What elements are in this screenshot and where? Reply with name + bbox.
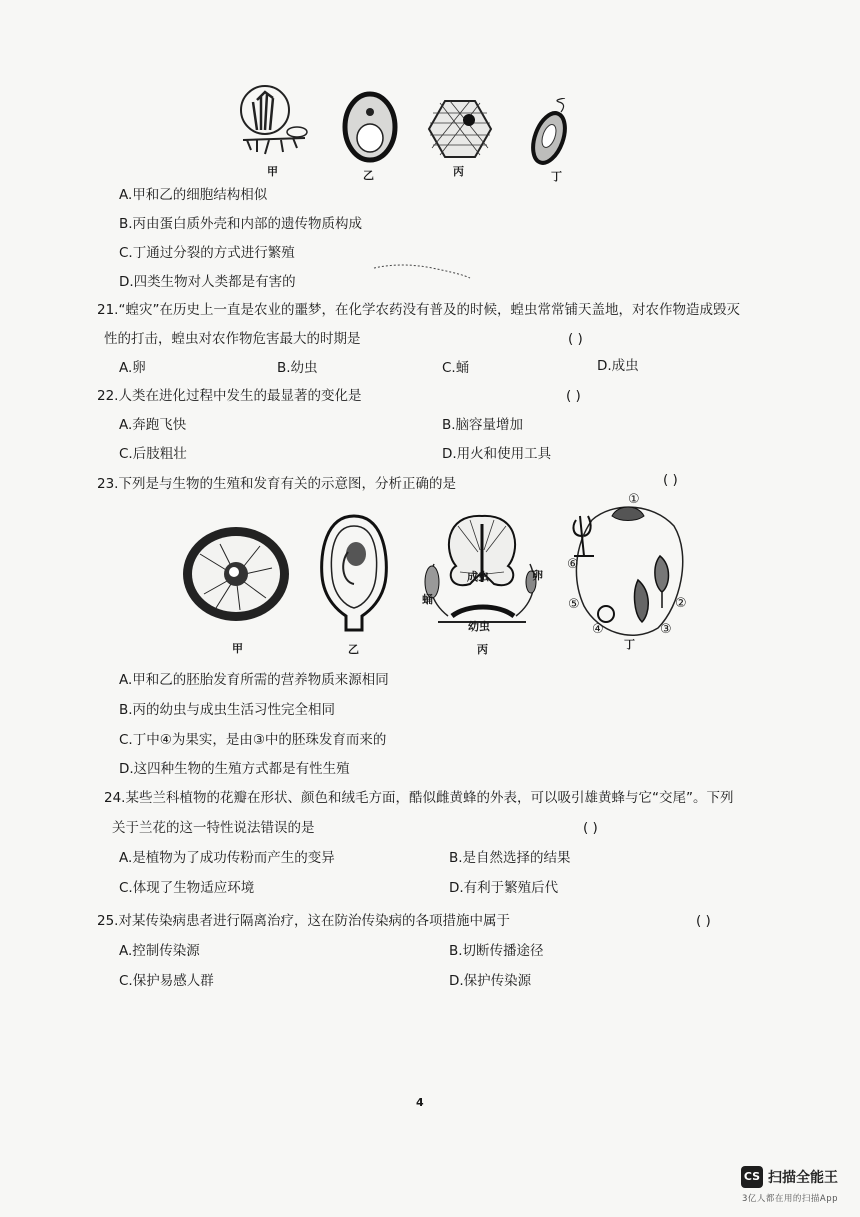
scanner-tagline: 3亿人都在用的扫描App — [742, 1194, 839, 1204]
q20-option-a: A.甲和乙的细胞结构相似 — [119, 187, 268, 203]
figure2-label-yi: 乙 — [348, 643, 359, 656]
q20-option-d: D.四类生物对人类都是有害的 — [119, 274, 296, 290]
plant-stage-1: ① — [628, 492, 640, 507]
scanner-app-name: 扫描全能王 — [768, 1170, 838, 1186]
q22-answer-bracket[interactable]: ( ) — [566, 388, 581, 404]
q20-option-b: B.丙由蛋白质外壳和内部的遗传物质构成 — [119, 216, 363, 232]
q24-option-b: B.是自然选择的结果 — [449, 850, 571, 866]
q23-answer-bracket[interactable]: ( ) — [663, 472, 678, 488]
q21-option-a: A.卵 — [119, 360, 146, 376]
bird-egg-figure — [180, 524, 292, 624]
seed-figure — [318, 512, 390, 632]
plant-stage-3: ③ — [660, 622, 672, 637]
q22-option-b: B.脑容量增加 — [442, 417, 524, 433]
q21-answer-bracket[interactable]: ( ) — [568, 331, 583, 347]
plant-stage-6: ⑥ — [567, 557, 579, 572]
figure-label-ding: 丁 — [551, 170, 562, 183]
q21-stem-line2: 性的打击，蝗虫对农作物危害最大的时期是 — [104, 331, 361, 347]
q24-option-d: D.有利于繁殖后代 — [449, 880, 559, 896]
plant-stage-2: ② — [675, 596, 687, 611]
bacterium-figure — [525, 98, 575, 168]
q25-stem: 25.对某传染病患者进行隔离治疗，这在防治传染病的各项措施中属于 — [97, 913, 510, 929]
q24-option-a: A.是植物为了成功传粉而产生的变异 — [119, 850, 335, 866]
q25-option-b: B.切断传播途径 — [449, 943, 544, 959]
q23-option-b: B.丙的幼虫与成虫生活习性完全相同 — [119, 702, 336, 718]
q23-option-d: D.这四种生物的生殖方式都是有性生殖 — [119, 761, 350, 777]
figure-label-bing: 丙 — [453, 165, 464, 178]
scanner-logo-icon: CS — [741, 1166, 763, 1188]
q21-option-b: B.幼虫 — [277, 360, 318, 376]
butterfly-label-pupa: 蛹 — [422, 593, 433, 606]
q21-stem-line1: 21.“蝗灾”在历史上一直是农业的噩梦，在化学农药没有普及的时候，蝗虫常常铺天盖地，对农作物造成毁灭 — [97, 302, 740, 318]
q22-stem: 22.人类在进化过程中发生的最显著的变化是 — [97, 388, 362, 404]
butterfly-label-larva: 幼虫 — [468, 620, 490, 633]
virus-figure — [425, 98, 495, 160]
q23-option-a: A.甲和乙的胚胎发育所需的营养物质来源相同 — [119, 672, 389, 688]
page-number: 4 — [416, 1096, 424, 1109]
q22-option-a: A.奔跑飞快 — [119, 417, 187, 433]
q21-option-c: C.蛹 — [442, 360, 470, 376]
q25-answer-bracket[interactable]: ( ) — [696, 913, 711, 929]
butterfly-label-adult: 成虫 — [467, 570, 489, 583]
figure2-label-ding: 丁 — [624, 638, 635, 651]
figure-label-yi: 乙 — [363, 169, 374, 182]
q21-option-d: D.成虫 — [597, 358, 639, 374]
plant-stage-4: ④ — [592, 622, 604, 637]
q25-option-a: A.控制传染源 — [119, 943, 200, 959]
figure-label-jia: 甲 — [267, 165, 278, 178]
q25-option-d: D.保护传染源 — [449, 973, 532, 989]
butterfly-label-egg: 卵 — [532, 569, 543, 582]
plant-stage-5: ⑤ — [568, 597, 580, 612]
q20-option-c: C.丁通过分裂的方式进行繁殖 — [119, 245, 295, 261]
yeast-cell-figure — [340, 90, 400, 165]
figure2-label-bing: 丙 — [477, 643, 488, 656]
mushroom-figure — [235, 82, 315, 162]
q22-option-c: C.后肢粗壮 — [119, 446, 187, 462]
pen-mark — [372, 262, 472, 282]
q23-stem: 23.下列是与生物的生殖和发育有关的示意图，分析正确的是 — [97, 476, 456, 492]
q23-option-c: C.丁中④为果实，是由③中的胚珠发育而来的 — [119, 732, 387, 748]
plant-lifecycle-figure — [562, 496, 702, 644]
q24-option-c: C.体现了生物适应环境 — [119, 880, 255, 896]
q24-answer-bracket[interactable]: ( ) — [583, 820, 598, 836]
q25-option-c: C.保护易感人群 — [119, 973, 214, 989]
q22-option-d: D.用火和使用工具 — [442, 446, 552, 462]
q24-stem-line1: 24.某些兰科植物的花瓣在形状、颜色和绒毛方面，酷似雌黄蜂的外表，可以吸引雄黄蜂与它“交尾”。下列 — [104, 790, 734, 806]
q24-stem-line2: 关于兰花的这一特性说法错误的是 — [112, 820, 315, 836]
figure2-label-jia: 甲 — [232, 642, 243, 655]
